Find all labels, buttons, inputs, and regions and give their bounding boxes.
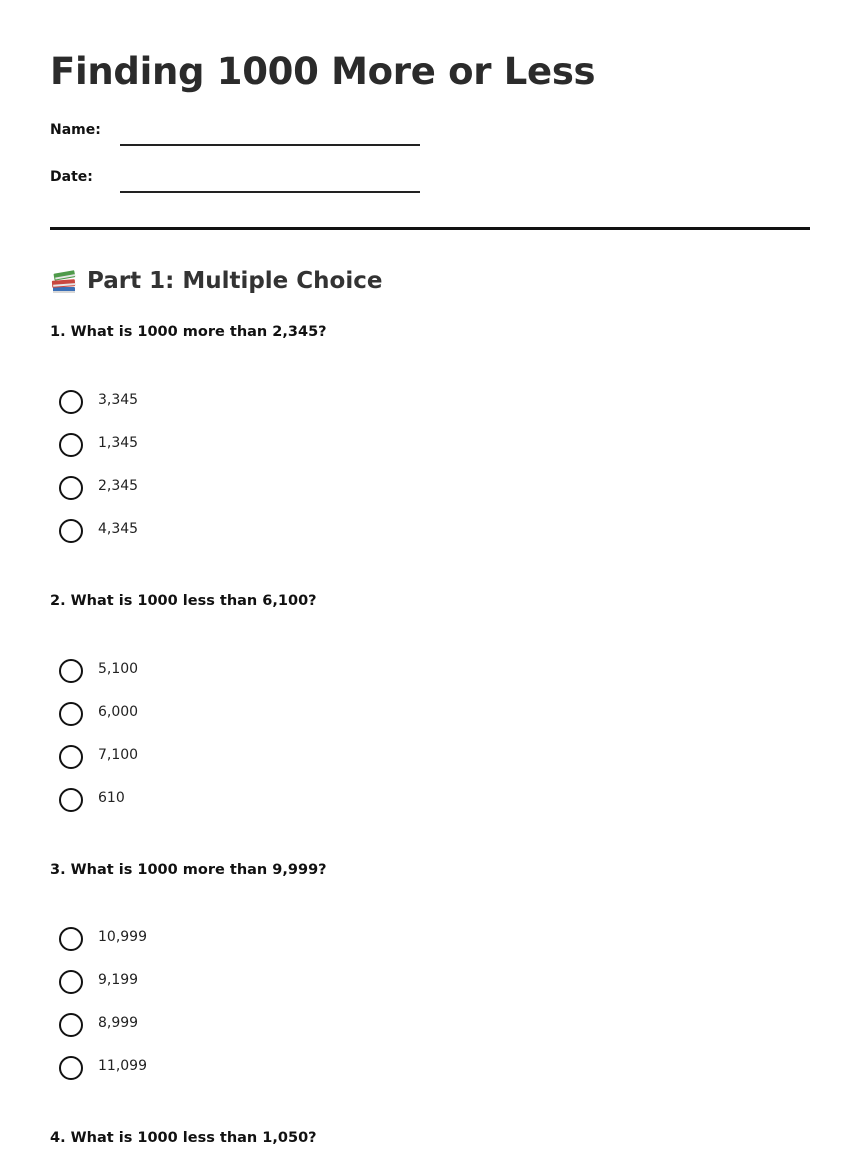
radio-button[interactable] [59,1056,83,1080]
option-label: 6,000 [98,704,139,720]
option-label: 8,999 [98,1015,139,1031]
option-label: 1,345 [98,435,139,451]
option-label: 5,100 [98,661,139,677]
option-2c[interactable] [59,744,359,770]
radio-button[interactable] [59,519,83,543]
option-label: 9,199 [98,972,139,988]
option-label: 2,345 [98,478,139,494]
radio-button[interactable] [59,745,83,769]
date-input-line[interactable] [120,191,420,193]
option-label: 4,345 [98,521,139,537]
worksheet-title: Finding 1000 More or Less [50,50,596,93]
radio-button[interactable] [59,390,83,414]
option-2a[interactable] [59,658,359,684]
books-icon [50,269,78,295]
option-3d[interactable] [59,1055,359,1081]
radio-button[interactable] [59,433,83,457]
option-label: 10,999 [98,929,147,945]
question-text: 3. What is 1000 more than 9,999? [50,862,327,878]
radio-button[interactable] [59,927,83,951]
radio-button[interactable] [59,970,83,994]
option-1d[interactable] [59,518,359,544]
radio-button[interactable] [59,788,83,812]
header-divider [50,227,810,230]
radio-button[interactable] [59,476,83,500]
name-label: Name: [50,122,101,138]
question-text: 4. What is 1000 less than 1,050? [50,1130,317,1146]
radio-button[interactable] [59,702,83,726]
option-label: 610 [98,790,125,806]
option-2d[interactable] [59,787,359,813]
radio-button[interactable] [59,1013,83,1037]
question-text: 1. What is 1000 more than 2,345? [50,324,327,340]
option-3c[interactable] [59,1012,359,1038]
option-2b[interactable] [59,701,359,727]
option-1c[interactable] [59,475,359,501]
option-label: 3,345 [98,392,139,408]
radio-button[interactable] [59,659,83,683]
option-1a[interactable] [59,389,359,415]
date-label: Date: [50,169,93,185]
option-3a[interactable] [59,926,359,952]
name-input-line[interactable] [120,144,420,146]
option-label: 11,099 [98,1058,147,1074]
question-text: 2. What is 1000 less than 6,100? [50,593,317,609]
part1-title: Part 1: Multiple Choice [87,268,383,294]
option-1b[interactable] [59,432,359,458]
option-label: 7,100 [98,747,139,763]
option-3b[interactable] [59,969,359,995]
